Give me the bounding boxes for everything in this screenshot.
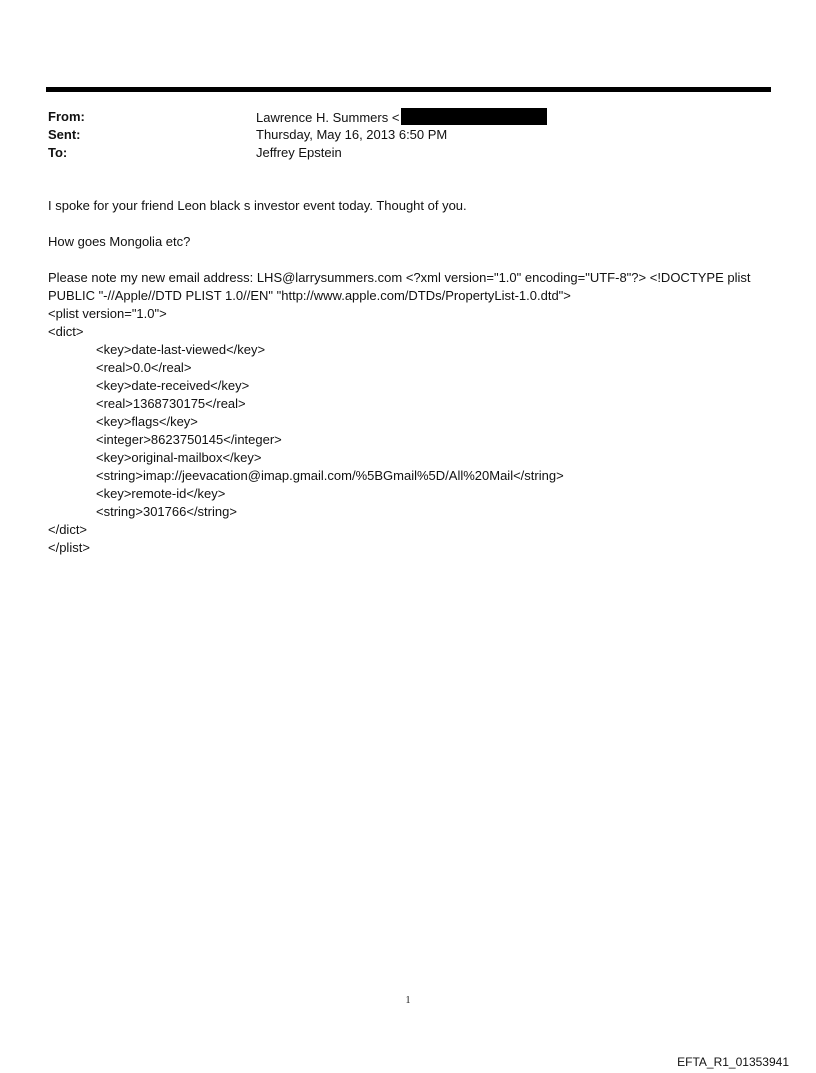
- email-header: [48, 108, 768, 162]
- to-value: Jeffrey Epstein: [256, 145, 342, 160]
- sender-name: Lawrence H. Summers <: [256, 110, 400, 125]
- dict-line: <integer>8623750145</integer>: [96, 432, 282, 447]
- sent-row: [48, 126, 768, 144]
- from-label: From:: [48, 109, 85, 124]
- dict-line: <string>imap://jeevacation@imap.gmail.com/%5BGmail%5D/All%20Mail</string>: [96, 468, 564, 483]
- plist-close: </plist>: [48, 540, 90, 555]
- body-paragraph-2: How goes Mongolia etc?: [48, 234, 191, 249]
- redaction-block: [401, 108, 547, 125]
- dict-open: <dict>: [48, 324, 84, 339]
- email-body: [48, 197, 768, 557]
- email-notice-line-1: Please note my new email address: LHS@larrysummers.com <?xml version="1.0" encoding="UTF-8"?> <!DOCTYPE plist: [48, 270, 751, 285]
- body-paragraph-3: [48, 269, 768, 557]
- dict-line: <string>301766</string>: [96, 504, 237, 519]
- dict-line: <real>0.0</real>: [96, 360, 192, 375]
- to-label: To:: [48, 145, 68, 160]
- from-row: [48, 108, 768, 126]
- plist-open: <plist version="1.0">: [48, 306, 167, 321]
- dict-line: <key>flags</key>: [96, 414, 198, 429]
- dict-line: <key>date-last-viewed</key>: [96, 342, 266, 357]
- sent-value: Thursday, May 16, 2013 6:50 PM: [256, 127, 448, 142]
- dict-line: <real>1368730175</real>: [96, 396, 246, 411]
- dict-line: <key>remote-id</key>: [96, 486, 226, 501]
- to-row: [48, 144, 768, 162]
- from-value: [256, 108, 547, 127]
- header-rule: [46, 87, 771, 92]
- dict-line: <key>date-received</key>: [96, 378, 250, 393]
- body-paragraph-1: I spoke for your friend Leon black s investor event today. Thought of you.: [48, 198, 467, 213]
- dict-close: </dict>: [48, 522, 88, 537]
- document-id: EFTA_R1_01353941: [677, 1055, 789, 1069]
- sent-label: Sent:: [48, 127, 81, 142]
- email-notice-line-2: PUBLIC "-//Apple//DTD PLIST 1.0//EN" "http://www.apple.com/DTDs/PropertyList-1.0.dtd">: [48, 288, 571, 303]
- dict-line: <key>original-mailbox</key>: [96, 450, 262, 465]
- page-number: 1: [405, 995, 411, 1006]
